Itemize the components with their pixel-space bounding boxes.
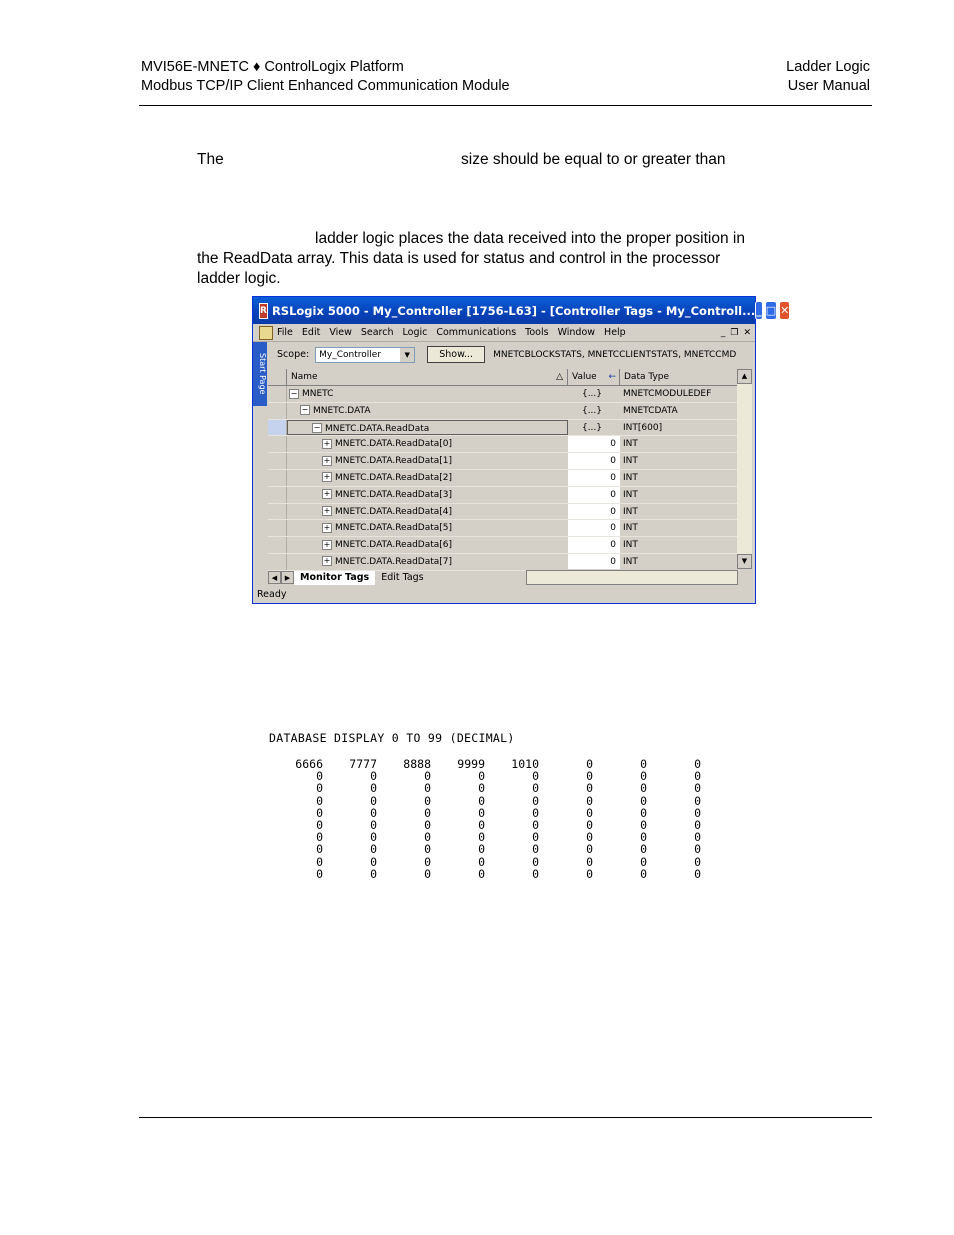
tag-value[interactable]: 0: [610, 439, 616, 450]
database-cell: 0: [532, 830, 539, 845]
database-cell: 0: [532, 866, 539, 881]
database-cell: 0: [586, 793, 593, 808]
database-cell: 0: [694, 842, 701, 857]
expand-icon[interactable]: +: [323, 438, 331, 448]
database-cell: 0: [640, 842, 647, 857]
row-selector[interactable]: [268, 504, 287, 520]
menu-tools[interactable]: Tools: [525, 327, 549, 338]
database-cell: 0: [370, 866, 377, 881]
database-cell: 0: [370, 805, 377, 820]
database-cell: 0: [694, 818, 701, 832]
expand-icon[interactable]: +: [323, 455, 331, 465]
database-cell: 0: [478, 854, 485, 869]
expand-icon[interactable]: +: [323, 522, 331, 532]
header-selector: [268, 369, 287, 385]
database-cell: 0: [640, 805, 647, 820]
tag-name: [287, 453, 568, 469]
tag-name: [287, 436, 568, 452]
tab-monitor-tags[interactable]: Monitor Tags: [294, 571, 375, 585]
row-selector[interactable]: [268, 403, 287, 419]
tag-name: [287, 554, 568, 570]
window-title: RSLogix 5000 - My_Controller [1756-L63] - [Controller Tags - My_Controll...: [271, 303, 756, 318]
expand-icon[interactable]: +: [323, 506, 331, 516]
database-cell: 0: [640, 757, 647, 771]
app-icon: R: [259, 303, 268, 319]
database-cell: 0: [424, 793, 431, 808]
page-header-left: [141, 58, 510, 96]
tag-value[interactable]: 0: [610, 472, 616, 483]
row-selector[interactable]: [268, 520, 287, 536]
tag-row[interactable]: [268, 420, 740, 437]
scope-value: My_Controller: [319, 349, 382, 360]
mdi-minimize-icon[interactable]: _: [720, 327, 726, 338]
database-cell: 0: [640, 781, 647, 796]
column-value-label: Value: [572, 372, 597, 382]
database-cell: 0: [424, 866, 431, 881]
database-cell: 0: [316, 781, 323, 796]
database-cell: 1010: [511, 757, 539, 771]
row-selector[interactable]: [268, 386, 287, 402]
database-cell: 0: [316, 793, 323, 808]
paragraph-2-line-2: the ReadData array. This data is used for status and control in the processor: [197, 250, 721, 267]
tab-edit-tags[interactable]: Edit Tags: [381, 571, 424, 583]
database-cell: 0: [370, 793, 377, 808]
scroll-up-icon[interactable]: ▲: [737, 369, 752, 384]
database-cell: 0: [316, 866, 323, 881]
tag-data-type: INT: [620, 436, 740, 452]
database-cell: 0: [370, 769, 377, 784]
show-button[interactable]: Show...: [427, 346, 485, 363]
collapse-icon[interactable]: −: [313, 423, 321, 433]
tab-prev-icon[interactable]: ◀: [268, 571, 281, 584]
tag-data-type: INT: [620, 487, 740, 503]
tag-data-type: INT: [620, 520, 740, 536]
mdi-restore-icon[interactable]: ❐: [730, 327, 739, 338]
tag-value[interactable]: 0: [610, 456, 616, 467]
status-bar: Ready: [257, 589, 287, 600]
footer-rule: [139, 1117, 872, 1118]
database-cell: 0: [370, 830, 377, 845]
database-cell: 0: [370, 818, 377, 832]
grid-rows: [268, 386, 740, 571]
database-cell: 0: [532, 805, 539, 820]
tag-value[interactable]: 0: [610, 489, 616, 500]
database-cell: 8888: [403, 757, 431, 771]
tag-name: [287, 504, 568, 520]
tag-row[interactable]: [268, 436, 740, 453]
menu-search[interactable]: Search: [360, 327, 394, 338]
tag-name-text: MNETC.DATA.ReadData[3]: [335, 489, 453, 500]
tabs-bar: [268, 570, 738, 585]
database-cell: 0: [586, 830, 593, 845]
database-cell: 0: [586, 769, 593, 784]
tag-name: [287, 470, 568, 486]
database-cell: 0: [586, 842, 593, 857]
header-rule: [139, 105, 872, 106]
sort-icon: △: [556, 372, 563, 382]
row-selector[interactable]: [268, 487, 287, 503]
expand-icon[interactable]: +: [323, 472, 331, 482]
database-cell: 0: [694, 805, 701, 820]
database-cell: 0: [478, 793, 485, 808]
rslogix-window: [252, 296, 790, 604]
expand-icon[interactable]: +: [323, 489, 331, 499]
tag-data-type: MNETCMODULEDEF: [620, 386, 740, 402]
document-icon[interactable]: [259, 326, 273, 340]
header-product: MVI56E-MNETC ♦ ControlLogix Platform: [141, 59, 404, 75]
database-cell: 0: [640, 769, 647, 784]
tag-data-type: MNETCDATA: [620, 403, 740, 419]
tag-name-text: MNETC.DATA.ReadData[0]: [335, 439, 453, 450]
tag-value[interactable]: 0: [610, 523, 616, 534]
tag-name: [287, 420, 568, 436]
database-cell: 0: [424, 854, 431, 869]
tag-data-type: INT: [620, 470, 740, 486]
tag-name-text: MNETC.DATA.ReadData: [325, 423, 430, 434]
tag-row[interactable]: [268, 403, 740, 420]
column-name-label: Name: [291, 372, 318, 382]
menu-view[interactable]: View: [329, 327, 352, 338]
database-cell: 6666: [295, 757, 323, 771]
database-cell: 0: [694, 769, 701, 784]
database-cell: 0: [532, 781, 539, 796]
tag-name-text: MNETC.DATA.ReadData[4]: [335, 506, 453, 517]
database-cell: 0: [532, 793, 539, 808]
database-cell: 0: [478, 866, 485, 881]
database-cell: 0: [640, 818, 647, 832]
grid-header: [268, 369, 740, 386]
tag-name-text: MNETC.DATA.ReadData[6]: [335, 540, 453, 551]
database-cell: 0: [640, 793, 647, 808]
database-cell: 0: [586, 805, 593, 820]
filter-text: MNETCBLOCKSTATS, MNETCCLIENTSTATS, MNETCCMD: [493, 349, 737, 360]
database-cell: 0: [478, 818, 485, 832]
scope-label: Scope:: [277, 349, 310, 360]
database-cell: 0: [586, 781, 593, 796]
tag-value[interactable]: 0: [610, 556, 616, 567]
tag-data-type: INT: [620, 554, 740, 570]
row-selector[interactable]: [268, 537, 287, 553]
paragraph-1-start: The: [197, 151, 224, 168]
expand-icon[interactable]: +: [323, 556, 331, 566]
vertical-scrollbar[interactable]: [737, 369, 752, 569]
database-cell: 0: [694, 854, 701, 869]
row-selector[interactable]: [268, 420, 287, 436]
tag-name-text: MNETC: [302, 389, 334, 399]
maximize-icon[interactable]: □: [765, 301, 777, 320]
database-cell: 0: [424, 781, 431, 796]
database-cell: 0: [586, 866, 593, 881]
tag-name-text: MNETC.DATA: [313, 405, 371, 416]
database-cell: 0: [478, 830, 485, 845]
tag-name: [287, 520, 568, 536]
horizontal-scrollbar[interactable]: [526, 570, 738, 585]
menu-bar: [253, 324, 755, 342]
tag-row[interactable]: [268, 537, 740, 554]
database-cell: 0: [586, 854, 593, 869]
database-cell: 0: [424, 805, 431, 820]
database-cell: 0: [424, 830, 431, 845]
database-cell: 0: [478, 781, 485, 796]
database-cell: 0: [370, 854, 377, 869]
tag-row[interactable]: [268, 504, 740, 521]
database-cell: 0: [694, 757, 701, 771]
row-selector[interactable]: [268, 554, 287, 570]
expand-icon[interactable]: +: [323, 539, 331, 549]
paragraph-1-rest: size should be equal to or greater than: [461, 151, 726, 168]
start-page-tab[interactable]: Start Page: [253, 342, 267, 406]
database-cell: 0: [640, 854, 647, 869]
menu-communications[interactable]: Communications: [436, 327, 517, 338]
menu-help[interactable]: Help: [604, 327, 626, 338]
database-cell: 0: [316, 805, 323, 820]
column-type-label: Data Type: [624, 372, 670, 382]
column-type[interactable]: [620, 369, 740, 385]
paragraph-2-line-3: ladder logic.: [197, 270, 281, 287]
database-cell: 0: [694, 830, 701, 845]
scroll-down-icon[interactable]: ▼: [737, 554, 752, 569]
header-module: Modbus TCP/IP Client Enhanced Communication Module: [141, 78, 510, 94]
row-selector[interactable]: [268, 470, 287, 486]
minimize-icon[interactable]: _: [755, 301, 763, 320]
database-cell: 0: [316, 842, 323, 857]
database-cell: 0: [532, 854, 539, 869]
database-cell: 0: [586, 757, 593, 771]
row-selector[interactable]: [268, 453, 287, 469]
chevron-down-icon[interactable]: ▼: [400, 348, 414, 362]
database-cell: 0: [424, 842, 431, 857]
tag-row[interactable]: [268, 554, 740, 571]
database-cell: 0: [424, 818, 431, 832]
database-cell: 0: [532, 842, 539, 857]
tag-value[interactable]: {...}: [568, 420, 620, 436]
mdi-close-icon[interactable]: ✕: [743, 327, 751, 338]
tag-data-type: INT: [620, 537, 740, 553]
mdi-controls: [721, 328, 751, 338]
tag-data-type: INT: [620, 453, 740, 469]
tag-value[interactable]: 0: [610, 540, 616, 551]
tag-row[interactable]: [268, 520, 740, 537]
collapse-icon[interactable]: −: [301, 405, 309, 415]
tag-name-text: MNETC.DATA.ReadData[7]: [335, 556, 453, 567]
tag-row[interactable]: [268, 470, 740, 487]
database-cell: 0: [694, 781, 701, 796]
tag-name: [287, 403, 568, 419]
tag-name-text: MNETC.DATA.ReadData[5]: [335, 523, 453, 534]
tag-row[interactable]: [268, 487, 740, 504]
database-cell: 0: [316, 854, 323, 869]
menu-edit[interactable]: Edit: [301, 327, 321, 338]
database-cell: 0: [694, 793, 701, 808]
paragraph-2-line-1: ladder logic places the data received into the proper position in: [315, 230, 745, 247]
collapse-icon[interactable]: −: [290, 388, 298, 398]
database-cell: 0: [316, 818, 323, 832]
database-cell: 0: [532, 769, 539, 784]
database-cell: 7777: [349, 757, 377, 771]
tag-name-text: MNETC.DATA.ReadData[2]: [335, 472, 453, 483]
database-cell: 0: [316, 830, 323, 845]
database-cell: 0: [316, 769, 323, 784]
tag-value[interactable]: 0: [610, 506, 616, 517]
tag-data-type: INT: [620, 504, 740, 520]
tag-name: [287, 537, 568, 553]
database-cell: 0: [640, 830, 647, 845]
tag-name: [287, 386, 568, 402]
column-name[interactable]: [287, 369, 568, 385]
menu-window[interactable]: Window: [557, 327, 596, 338]
header-section: Ladder Logic: [786, 59, 870, 75]
menu-file[interactable]: File: [277, 327, 293, 338]
database-cell: 0: [532, 818, 539, 832]
row-selector[interactable]: [268, 436, 287, 452]
tag-row[interactable]: [268, 453, 740, 470]
tag-row[interactable]: [268, 386, 740, 403]
database-cell: 0: [694, 866, 701, 881]
database-cell: 0: [478, 805, 485, 820]
close-icon[interactable]: ✕: [779, 301, 790, 320]
database-cell: 9999: [457, 757, 485, 771]
tab-next-icon[interactable]: ▶: [281, 571, 294, 584]
tag-name: [287, 487, 568, 503]
database-cell: 0: [424, 769, 431, 784]
tag-value[interactable]: {...}: [568, 386, 620, 402]
database-cell: 0: [478, 769, 485, 784]
menu-logic[interactable]: Logic: [402, 327, 428, 338]
tag-data-type: INT[600]: [620, 420, 740, 436]
arrow-left-icon: ←: [608, 372, 616, 382]
header-doc-type: User Manual: [787, 78, 870, 94]
page-header-right: [786, 58, 870, 96]
database-display-title: DATABASE DISPLAY 0 TO 99 (DECIMAL): [269, 731, 515, 745]
database-cell: 0: [478, 842, 485, 857]
paragraph-2: [197, 229, 797, 289]
tag-value[interactable]: {...}: [568, 403, 620, 419]
database-cell: 0: [640, 866, 647, 881]
database-cell: 0: [370, 842, 377, 857]
window-title-bar[interactable]: [253, 297, 790, 324]
column-value[interactable]: [568, 369, 620, 385]
scope-select[interactable]: [315, 347, 415, 363]
tag-name-text: MNETC.DATA.ReadData[1]: [335, 456, 453, 467]
database-cell: 0: [586, 818, 593, 832]
tags-grid: [268, 369, 740, 569]
database-cell: 0: [370, 781, 377, 796]
scope-toolbar: [277, 346, 753, 363]
